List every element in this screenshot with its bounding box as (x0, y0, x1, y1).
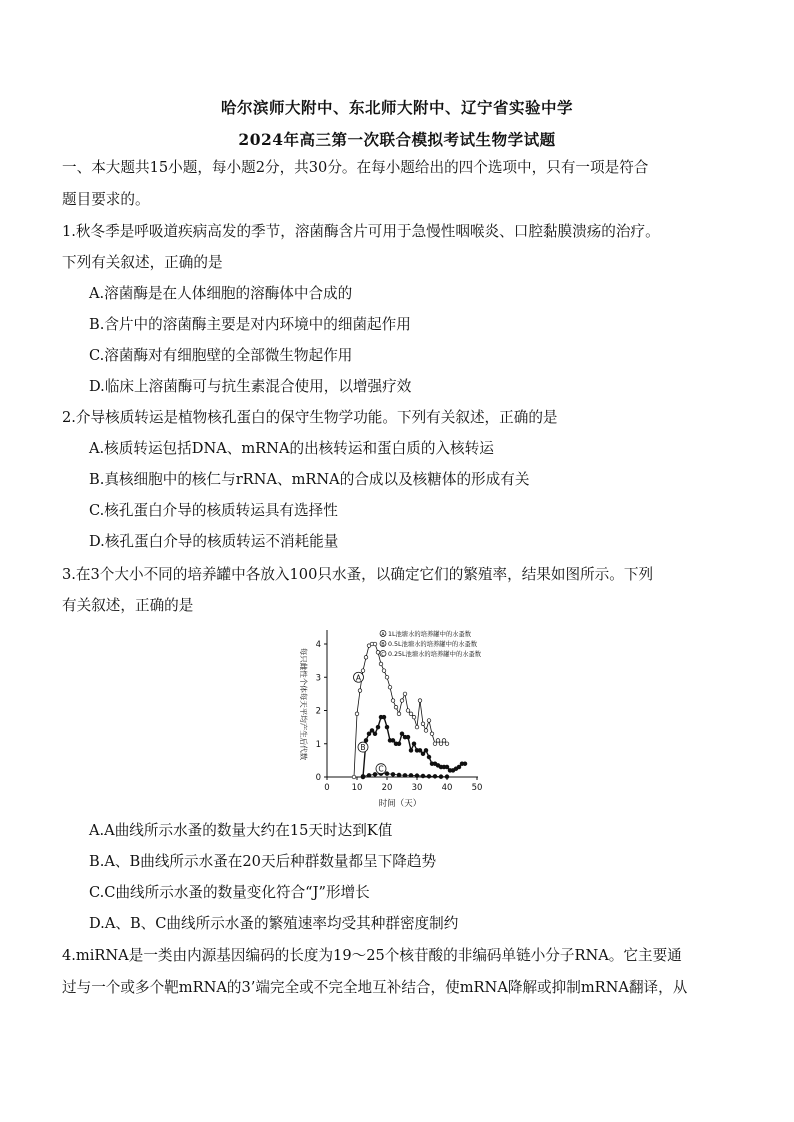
data-point-A (433, 742, 437, 746)
x-axis-label: 时间（天） (378, 799, 422, 809)
data-point-C (391, 772, 395, 776)
series-label-A: A (355, 673, 362, 683)
data-point-A (373, 642, 377, 646)
q3-option-b: B.A、B曲线所示水蚤在20天后种群数量都呈下降趋势 (89, 853, 437, 870)
x-tick-label: 0 (324, 783, 330, 793)
q2-option-d: D.核孔蛋白介导的核质转运不消耗能量 (89, 533, 339, 550)
data-point-C (421, 774, 425, 778)
data-point-B (385, 725, 389, 729)
data-point-B (427, 755, 431, 759)
data-point-A (412, 715, 416, 719)
data-point-A (379, 662, 383, 666)
data-point-A (400, 699, 404, 703)
data-point-C (433, 774, 437, 778)
q4-stem-line1: 4.miRNA是一类由内源基因编码的长度为19～25个核苷酸的非编码单链小分子RNA。它主要通 (62, 947, 682, 964)
legend-entry: 0.5L池塘水的培养罐中的水蚤数 (388, 641, 478, 648)
series-label-C: C (378, 764, 384, 774)
y-tick-label: 3 (315, 673, 321, 684)
data-point-A (406, 709, 410, 713)
q2-option-c: C.核孔蛋白介导的核质转运具有选择性 (89, 502, 338, 519)
data-point-A (352, 775, 356, 779)
q1-option-a: A.溶菌酶是在人体细胞的溶酶体中合成的 (89, 285, 353, 302)
data-point-C (397, 773, 401, 777)
data-point-A (361, 669, 365, 673)
chart-legend (380, 629, 482, 658)
data-point-C (409, 773, 413, 777)
data-point-C (439, 775, 443, 779)
data-point-C (415, 774, 419, 778)
data-point-A (364, 656, 368, 660)
data-point-A (430, 732, 434, 736)
q1-option-c: C.溶菌酶对有细胞壁的全部微生物起作用 (89, 347, 353, 364)
data-point-B (376, 725, 380, 729)
data-point-A (394, 705, 398, 709)
data-point-B (367, 732, 371, 736)
data-point-B (400, 732, 404, 736)
q3-option-c: C.C曲线所示水蚤的数量变化符合“J”形增长 (89, 884, 370, 901)
legend-badge-letter: A (381, 632, 385, 638)
data-point-B (409, 749, 413, 753)
series-label-B: B (360, 743, 366, 753)
data-point-B (457, 765, 461, 769)
data-point-B (364, 739, 368, 743)
data-point-C (367, 773, 371, 777)
daphnia-reproduction-chart (290, 622, 500, 810)
data-point-B (421, 752, 425, 756)
data-point-B (397, 742, 401, 746)
x-tick-label: 20 (381, 783, 393, 793)
x-tick-label: 30 (411, 783, 423, 793)
data-point-B (463, 762, 467, 766)
data-point-B (424, 749, 428, 753)
data-point-B (373, 732, 377, 736)
data-point-A (391, 699, 395, 703)
section-intro-line2: 题目要求的。 (62, 191, 150, 208)
legend-entry: 0.25L池塘水的培养罐中的水蚤数 (388, 651, 482, 658)
q1-option-d: D.临床上溶菌酶可与抗生素混合使用，以增强疗效 (89, 378, 412, 395)
q1-option-b: B.含片中的溶菌酶主要是对内环境中的细菌起作用 (89, 316, 411, 333)
legend-entry: 1L池塘水的培养罐中的水蚤数 (388, 631, 472, 638)
data-point-B (412, 742, 416, 746)
exam-title-line1: 哈尔滨师大附中、东北师大附中、辽宁省实验中学 (220, 98, 573, 117)
q1-stem-line2: 下列有关叙述，正确的是 (62, 254, 223, 271)
q2-stem-line1: 2.介导核质转运是植物核孔蛋白的保守生物学功能。下列有关叙述，正确的是 (62, 409, 558, 426)
legend-badge-letter: B (381, 642, 385, 648)
x-tick-label: 50 (471, 783, 483, 793)
data-point-B (382, 715, 386, 719)
data-point-A (355, 712, 359, 716)
data-point-A (442, 739, 446, 743)
q3-option-a: A.A曲线所示水蚤的数量大约在15天时达到K值 (89, 822, 393, 839)
data-point-C (445, 775, 449, 779)
legend-badge-letter: C (381, 652, 385, 658)
data-point-A (376, 651, 380, 655)
data-point-C (427, 774, 431, 778)
data-point-A (397, 712, 401, 716)
x-tick-label: 40 (441, 783, 453, 793)
data-point-C (385, 772, 389, 776)
data-point-B (406, 735, 410, 739)
data-point-B (370, 729, 374, 733)
data-point-A (418, 699, 422, 703)
q3-option-d: D.A、B、C曲线所示水蚤的繁殖速率均受其种群密度制约 (89, 915, 459, 932)
q4-stem-line2: 过与一个或多个靶mRNA的3’端完全或不完全地互补结合，使mRNA降解或抑制mRNA翻译，从 (62, 979, 688, 996)
y-tick-label: 4 (315, 640, 321, 650)
data-point-A (427, 719, 431, 723)
q2-option-a: A.核质转运包括DNA、mRNA的出核转运和蛋白质的入核转运 (89, 440, 494, 457)
data-point-C (403, 773, 407, 777)
data-point-A (436, 739, 440, 743)
y-axis-label: 每只雌性个体每天平均产生后代数 (299, 647, 308, 761)
data-point-A (415, 725, 419, 729)
data-point-A (445, 742, 449, 746)
q3-stem-line2: 有关叙述，正确的是 (62, 597, 194, 614)
data-point-A (403, 692, 407, 696)
data-point-B (391, 739, 395, 743)
y-tick-label: 1 (315, 739, 321, 750)
data-point-A (421, 722, 425, 726)
y-tick-label: 2 (315, 706, 321, 717)
data-point-B (445, 765, 449, 769)
q1-stem-line1: 1.秋冬季是呼吸道疾病高发的季节，溶菌酶含片可用于急慢性咽喉炎、口腔黏膜溃疡的治疗。 (62, 223, 660, 240)
data-point-A (382, 669, 386, 673)
y-tick-label: 0 (315, 773, 321, 783)
data-point-A (358, 689, 362, 693)
q2-option-b: B.真核细胞中的核仁与rRNA、mRNA的合成以及核糖体的形成有关 (89, 471, 530, 488)
data-point-C (373, 772, 377, 776)
data-point-A (388, 685, 392, 689)
series-line-A (354, 644, 447, 777)
section-intro-line1: 一、本大题共15小题，每小题2分，共30分。在每小题给出的四个选项中，只有一项是符合 (62, 159, 649, 176)
data-point-A (409, 712, 413, 716)
exam-title-line2: 2024年高三第一次联合模拟考试生物学试题 (238, 130, 556, 149)
data-point-C (361, 774, 365, 778)
q3-stem-line1: 3.在3个大小不同的培养罐中各放入100只水蚤，以确定它们的繁殖率，结果如图所示。下列 (62, 566, 654, 583)
data-point-A (439, 742, 443, 746)
data-point-A (424, 729, 428, 733)
x-tick-label: 10 (351, 783, 363, 793)
data-point-B (418, 749, 422, 753)
data-point-A (385, 675, 389, 679)
